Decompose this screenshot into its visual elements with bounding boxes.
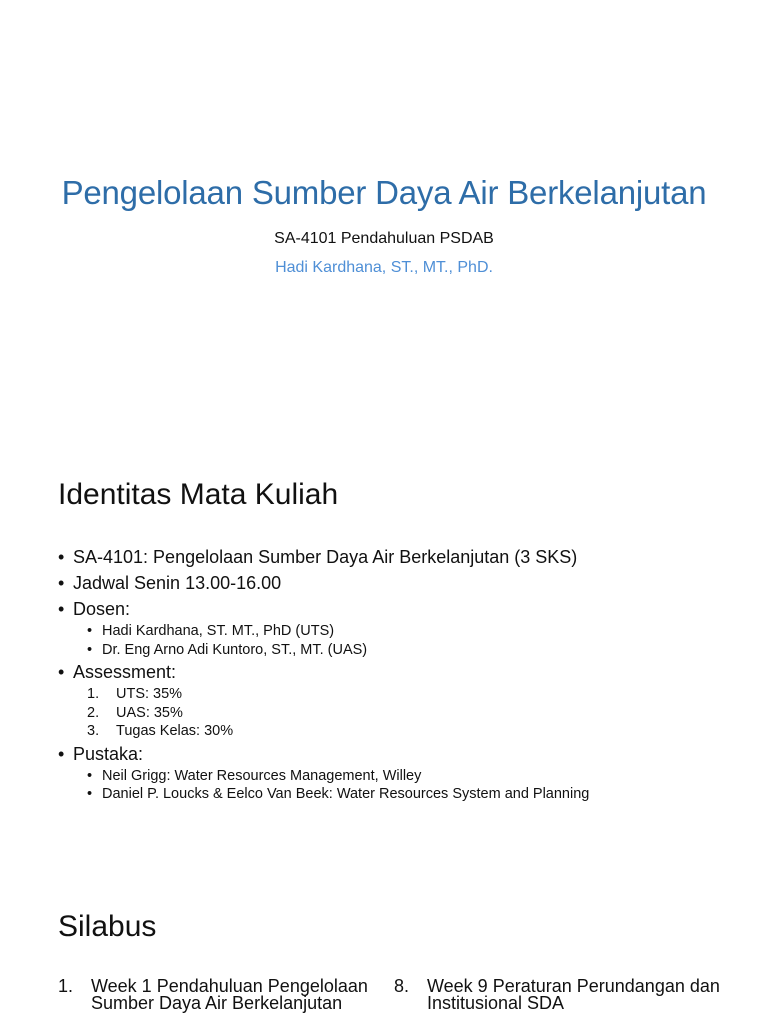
slide-heading: Identitas Mata Kuliah [58,478,339,511]
bullet-dot: • [58,547,65,567]
list-item-text: Neil Grigg: Water Resources Management, Willey [102,767,422,784]
syllabus-item [394,978,734,1012]
bullet-assessment [58,659,748,685]
bullet-dot: • [58,743,65,764]
bullet-dot: • [87,786,93,802]
list-item [87,767,748,786]
list-item [87,722,748,741]
bullet-dot: • [87,623,93,639]
list-number: 8. [394,976,410,996]
list-item-text: Week 1 Pendahuluan Pengelolaan Sumber Daya Air Berkelanjutan [91,976,368,1013]
bullet-list [58,544,748,804]
presentation-title: Pengelolaan Sumber Daya Air Berkelanjutan [61,174,707,211]
title-slide [0,0,768,432]
pustaka-list [87,767,748,804]
syllabus-slide [0,868,768,1024]
dosen-list [87,622,748,659]
bullet-text: SA-4101: Pengelolaan Sumber Daya Air Berkelanjutan (3 SKS) [73,547,578,567]
list-item-text: UAS: 35% [116,704,183,721]
list-number: 1. [87,686,100,702]
list-item-text: Week 9 Peraturan Perundangan dan Institusional SDA [427,976,720,1013]
list-item [87,704,748,723]
list-item-text: Dr. Eng Arno Adi Kuntoro, ST., MT. (UAS) [102,641,368,658]
bullet-schedule [58,570,748,596]
assessment-list [87,685,748,741]
course-identity-slide [0,434,768,866]
lecturer-name: Hadi Kardhana, ST., MT., PhD. [275,259,493,276]
list-number: 1. [58,976,74,996]
bullet-dot: • [58,662,65,682]
list-item [87,685,748,704]
course-subtitle: SA-4101 Pendahuluan PSDAB [274,230,494,247]
bullet-text: Pustaka: [73,743,144,764]
slide-heading: Silabus [58,910,157,943]
bullet-course [58,544,748,570]
bullet-dot: • [87,641,93,658]
bullet-text: Jadwal Senin 13.00-16.00 [73,573,282,593]
bullet-text: Assessment: [73,662,177,682]
syllabus-column-left [58,978,368,1012]
list-item [87,641,748,660]
list-number: 2. [87,704,100,721]
bullet-text: Dosen: [73,599,131,619]
bullet-pustaka [58,741,748,767]
list-item-text: Daniel P. Loucks & Eelco Van Beek: Water Resources System and Planning [102,786,590,802]
syllabus-item [58,978,368,1012]
list-item [87,622,748,641]
bullet-dot: • [87,767,93,784]
list-item-text: UTS: 35% [116,686,183,702]
list-item-text: Hadi Kardhana, ST. MT., PhD (UTS) [102,623,335,639]
list-number: 3. [87,723,100,739]
list-item-text: Tugas Kelas: 30% [116,723,234,739]
bullet-dot: • [58,573,65,593]
bullet-dosen [58,596,748,622]
bullet-dot: • [58,599,65,619]
list-item [87,785,748,804]
syllabus-column-right [394,978,734,1012]
